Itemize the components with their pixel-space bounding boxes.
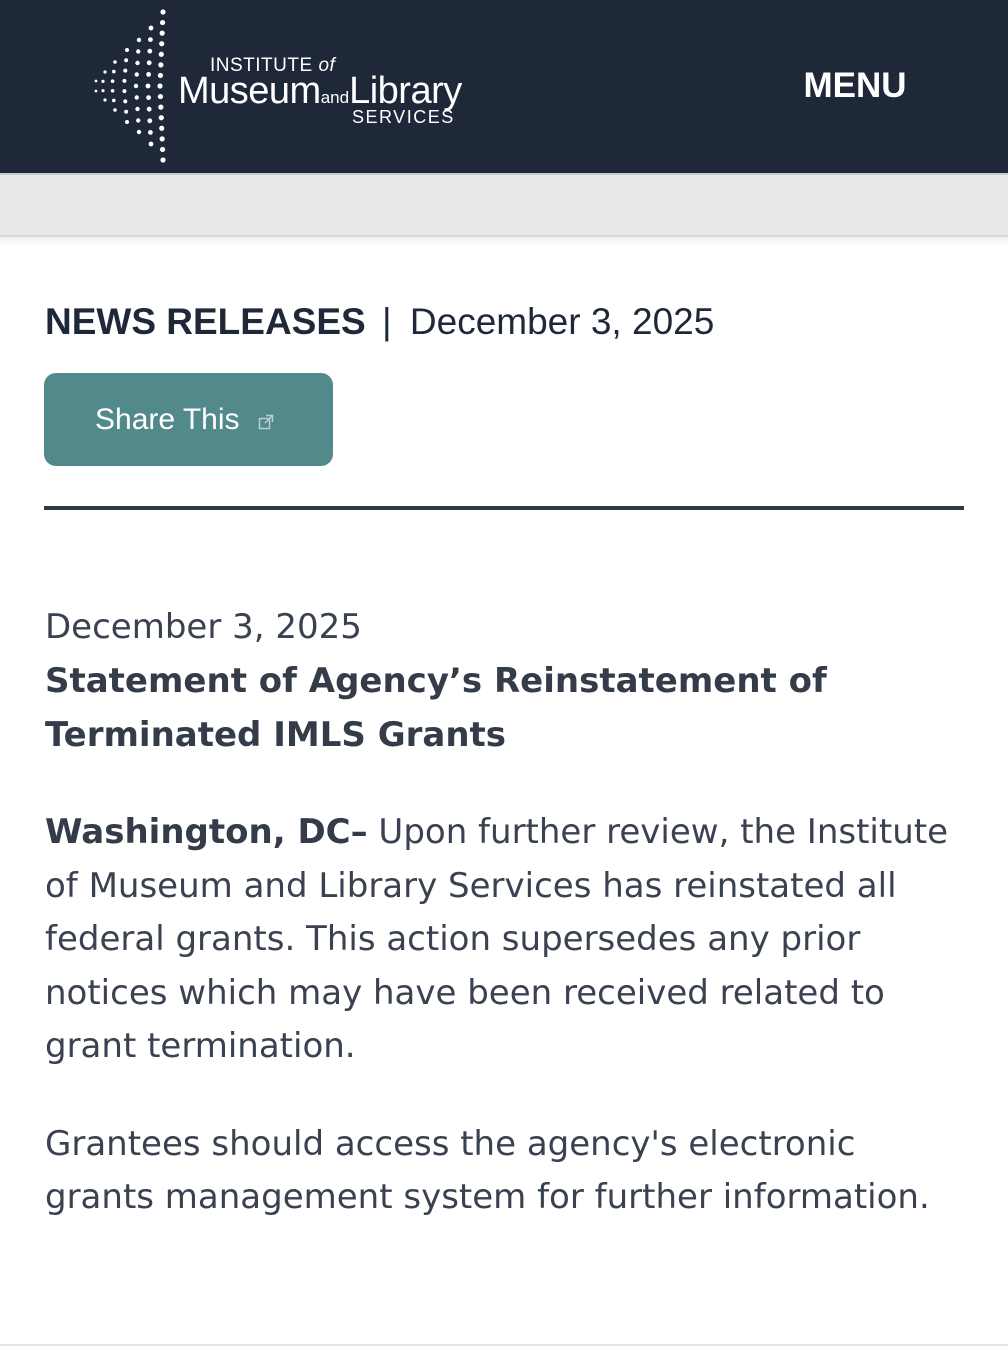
footer-divider — [0, 1344, 1008, 1346]
logo-dot — [123, 69, 127, 73]
logo-dot — [136, 118, 140, 122]
logo-dot — [135, 72, 139, 76]
external-link-icon — [258, 414, 274, 430]
logo-dot — [160, 20, 165, 25]
logo-dot — [101, 89, 104, 92]
logo-dot — [159, 52, 164, 57]
logo-dot — [158, 105, 163, 110]
article-paragraph — [45, 806, 975, 1074]
logo-dot — [147, 60, 152, 65]
breadcrumb-date: December 3, 2025 — [409, 301, 715, 342]
logo-dot — [103, 70, 106, 73]
logo-dot — [159, 126, 164, 131]
logo-dot — [160, 147, 165, 152]
logo-dot — [134, 84, 138, 88]
logo-dot — [147, 49, 152, 54]
logo-dot — [158, 94, 163, 99]
logo-dot — [123, 99, 127, 103]
nav-shadow — [0, 237, 1008, 247]
section-divider — [44, 506, 964, 510]
logo-dot — [135, 61, 139, 65]
logo-services-text: SERVICES — [352, 107, 455, 127]
logo-dot — [125, 120, 129, 124]
logo-dot — [124, 58, 128, 62]
breadcrumb-separator: | — [382, 301, 392, 342]
logo-dot — [160, 157, 165, 162]
article-paragraph: Grantees should access the agency's electronic grants management system for further information. — [45, 1123, 930, 1217]
logo-main-text: MuseumandLibrary — [178, 70, 462, 112]
logo-dot — [113, 60, 117, 64]
logo-dot — [146, 84, 151, 89]
share-button[interactable] — [44, 373, 333, 466]
logo-dot — [101, 80, 104, 83]
article-title: Statement of Agency’s Reinstatement of Terminated IMLS Grants — [45, 661, 827, 755]
dateline: Washington, DC– — [45, 812, 368, 852]
share-button-label: Share This — [95, 403, 240, 436]
paragraph-text: Upon further review, the Institute of Museum and Library Services has reinstated all federal grants. This action supersedes any prior notices which may have been received related to grant termination. — [45, 812, 948, 1066]
logo-dot — [95, 80, 98, 83]
logo-dot — [95, 90, 98, 93]
logo-dot — [147, 118, 152, 123]
logo-dot — [159, 115, 164, 120]
logo-dot — [136, 49, 140, 53]
logo-dot — [146, 72, 151, 77]
logo-dot — [135, 107, 139, 111]
logo-dot — [137, 130, 141, 134]
logo-dot — [112, 99, 116, 103]
logo-dot — [122, 79, 126, 83]
logo-dot — [147, 107, 152, 112]
article-date: December 3, 2025 — [45, 607, 362, 647]
site-header — [0, 0, 1008, 173]
starburst-dots-icon — [88, 8, 172, 166]
logo-dot — [137, 38, 141, 42]
logo-dot — [160, 136, 165, 141]
imls-logo[interactable] — [88, 8, 478, 168]
logo-dot — [158, 73, 163, 78]
logo-dot — [146, 95, 151, 100]
logo-dot — [103, 98, 106, 101]
logo-dot — [112, 70, 116, 74]
logo-dot — [135, 95, 139, 99]
logo-dot — [160, 31, 165, 36]
logo-dot — [149, 142, 154, 147]
logo-dot — [113, 108, 117, 112]
breadcrumb-section[interactable]: NEWS RELEASES — [45, 301, 366, 342]
logo-dot — [124, 110, 128, 114]
logo-dot — [148, 130, 153, 135]
logo-dot — [111, 89, 115, 93]
logo-dot — [158, 62, 163, 67]
logo-dot — [157, 83, 162, 88]
logo-institute-text: INSTITUTE of — [210, 55, 336, 76]
logo-dot — [111, 79, 115, 83]
logo-dot — [160, 9, 165, 14]
article-body — [45, 600, 975, 1225]
logo-dot — [159, 41, 164, 46]
logo-dot — [125, 48, 129, 52]
menu-button[interactable]: MENU — [803, 66, 907, 105]
logo-dot — [148, 37, 153, 42]
secondary-nav-bar — [0, 173, 1008, 237]
logo-dot — [122, 89, 126, 93]
logo-dot — [149, 26, 154, 31]
breadcrumb — [45, 296, 714, 348]
